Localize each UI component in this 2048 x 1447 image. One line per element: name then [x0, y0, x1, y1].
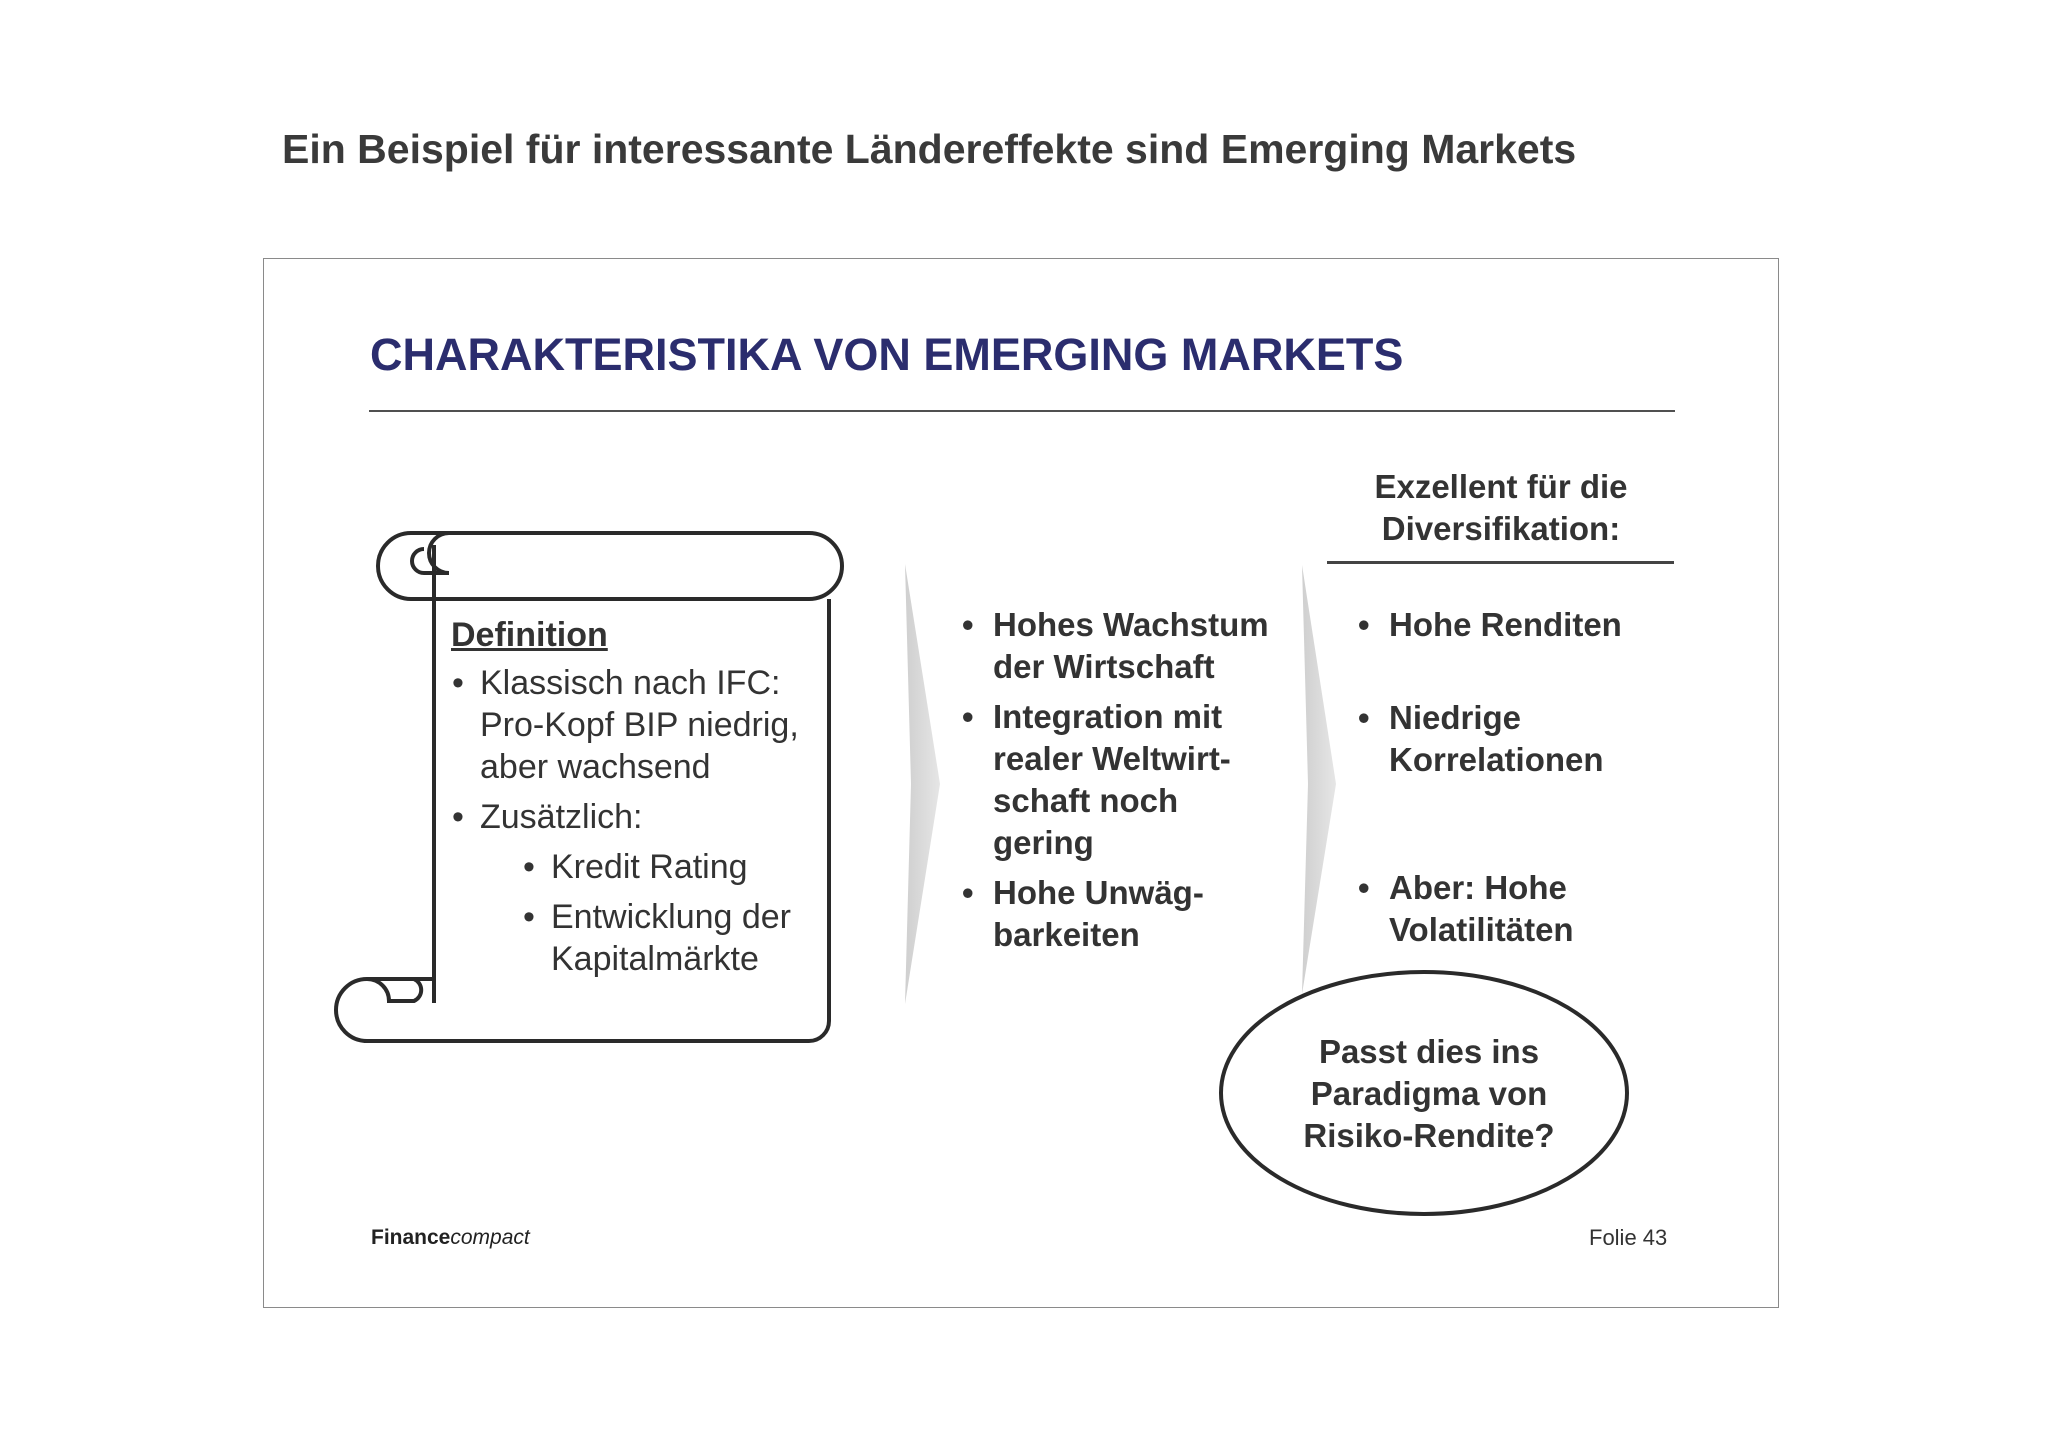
- slide-heading: CHARAKTERISTIKA VON EMERGING MARKETS: [370, 329, 1404, 380]
- characteristic-item: • Integration mit realer Weltwirt- schaft noch gering: [961, 696, 1306, 864]
- definition-title: Definition: [451, 616, 608, 654]
- diversification-item: • Niedrige Korrelationen: [1357, 697, 1689, 781]
- diversification-divider: [1327, 561, 1674, 564]
- diversification-item: • Aber: Hohe Volatilitäten: [1357, 867, 1689, 951]
- slide-number: Folie 43: [1589, 1225, 1668, 1250]
- slide: [263, 258, 1779, 1308]
- scroll-top-roll: [378, 533, 842, 599]
- question-text: Passt dies ins Paradigma von Risiko-Rendite?: [1303, 1033, 1555, 1154]
- brand-logo: Financecompact: [371, 1226, 530, 1249]
- scroll-bottom-curl: [336, 979, 434, 1041]
- diversification-heading: Exzellent für die Diversifikation:: [1374, 468, 1628, 547]
- diversification-item: • Hohe Renditen: [1357, 604, 1689, 646]
- chevron-arrow-2: [1302, 565, 1336, 994]
- definition-bullet: • Klassisch nach IFC: Pro-Kopf BIP niedrig, aber wachsend: [451, 662, 831, 788]
- definition-sub-bullet: • Entwicklung der Kapitalmärkte: [522, 896, 831, 980]
- characteristic-item: • Hohes Wachstum der Wirtschaft: [961, 604, 1306, 688]
- definition-bullet: • Zusätzlich:: [451, 796, 831, 838]
- characteristic-item: • Hohe Unwäg- barkeiten: [961, 872, 1306, 956]
- definition-sub-bullet: • Kredit Rating: [522, 846, 831, 888]
- definition-block: [451, 614, 831, 988]
- page-title: Ein Beispiel für interessante Ländereffekte sind Emerging Markets: [282, 126, 1577, 172]
- characteristics-list: [961, 604, 1306, 964]
- chevron-arrow-1: [905, 564, 940, 1004]
